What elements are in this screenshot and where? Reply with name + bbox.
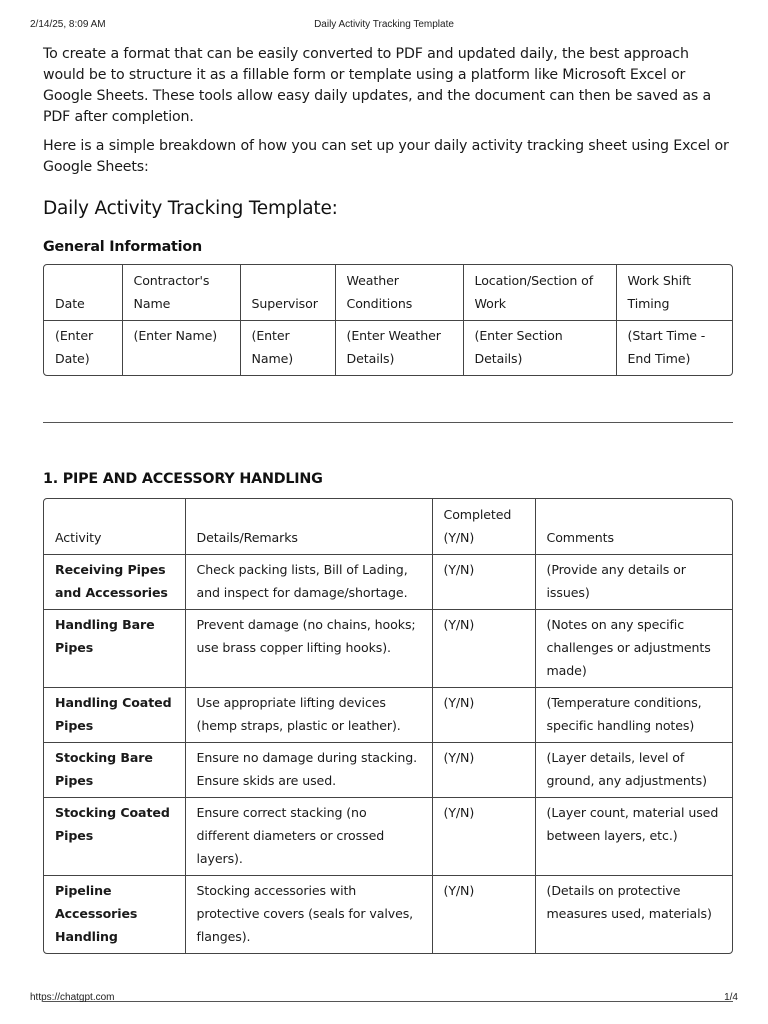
details-cell: Ensure correct stacking (no different diameters or crossed layers).: [185, 797, 432, 875]
print-timestamp: 2/14/25, 8:09 AM: [30, 19, 106, 30]
completed-cell: (Y/N): [432, 554, 535, 609]
table-cell: (Enter Name): [122, 320, 240, 375]
table-cell: (Enter Date): [44, 320, 122, 375]
comments-cell: (Notes on any specific challenges or adjustments made): [535, 609, 733, 687]
table-header-cell: Completed (Y/N): [432, 499, 535, 554]
print-title: Daily Activity Tracking Template: [314, 19, 454, 30]
comments-cell: (Details on protective measures used, materials): [546, 882, 712, 921]
table-row: [44, 609, 733, 687]
comments-cell: (Layer details, level of ground, any adjustments): [535, 742, 733, 797]
comments-cell: (Layer count, material used between layers, etc.): [535, 797, 733, 875]
general-info-table: [43, 264, 733, 376]
table-cell: (Enter Name): [240, 320, 335, 375]
print-footer: [30, 992, 738, 1006]
completed-cell: (Y/N): [432, 875, 535, 953]
document-title: Daily Activity Tracking Template:: [43, 198, 338, 219]
page-number: 1/4: [724, 992, 738, 1003]
details-cell: Stocking accessories with protective covers (seals for valves, flanges).: [185, 875, 432, 953]
intro-paragraph: To create a format that can be easily converted to PDF and updated daily, the best approach would be to structure it as a fillable form or template using a platform like Microsoft Excel or Google Sheets. These tools allow easy daily updates, and the document can then be saved as a PDF after completion.: [43, 46, 712, 125]
activity-cell: Handling Bare Pipes: [44, 609, 185, 687]
activity-cell: Stocking Coated Pipes: [44, 797, 185, 875]
section-heading: 1. PIPE AND ACCESSORY HANDLING: [43, 471, 323, 487]
table-header-cell: Work Shift Timing: [616, 265, 733, 320]
activity-cell: Stocking Bare Pipes: [44, 742, 185, 797]
comments-cell: (Provide any details or issues): [535, 554, 733, 609]
details-cell: Prevent damage (no chains, hooks; use brass copper lifting hooks).: [185, 609, 432, 687]
details-cell: Ensure no damage during stacking. Ensure skids are used.: [185, 742, 432, 797]
activity-cell: Receiving Pipes and Accessories: [44, 554, 185, 609]
table-row: [44, 554, 733, 609]
completed-cell: (Y/N): [432, 609, 535, 687]
table-cell: (Enter Weather Details): [335, 320, 463, 375]
print-header: [30, 19, 738, 33]
table-row: [44, 687, 733, 742]
table-header-cell: Activity: [44, 499, 185, 554]
table-row: [44, 797, 733, 875]
table-header-cell: Comments: [535, 499, 733, 554]
general-info-heading: General Information: [43, 239, 202, 255]
intro-paragraph: Here is a simple breakdown of how you can set up your daily activity tracking sheet using Excel or Google Sheets:: [43, 138, 729, 175]
table-row: [44, 875, 733, 953]
activity-cell: Handling Coated Pipes: [44, 687, 185, 742]
table-cell: (Start Time - End Time): [627, 327, 706, 366]
table-cell: (Enter Section Details): [463, 320, 616, 375]
table-header-cell: Date: [44, 265, 122, 320]
table-header-cell: Details/Remarks: [185, 499, 432, 554]
details-cell: Use appropriate lifting devices (hemp straps, plastic or leather).: [185, 687, 432, 742]
details-cell: Check packing lists, Bill of Lading, and inspect for damage/shortage.: [185, 554, 432, 609]
document-content: [43, 44, 733, 1002]
completed-cell: (Y/N): [432, 797, 535, 875]
table-row: [44, 320, 733, 375]
completed-cell: (Y/N): [432, 742, 535, 797]
completed-cell: (Y/N): [432, 687, 535, 742]
pipe-handling-table: [43, 498, 733, 954]
table-header-cell: Contractor's Name: [122, 265, 240, 320]
table-header-cell: Weather Conditions: [335, 265, 463, 320]
table-header-cell: Location/Section of Work: [463, 265, 616, 320]
table-header-cell: Supervisor: [240, 265, 335, 320]
horizontal-divider: [43, 422, 733, 423]
comments-cell: (Temperature conditions, specific handling notes): [535, 687, 733, 742]
print-url: https://chatgpt.com: [30, 992, 115, 1003]
table-row: [44, 742, 733, 797]
activity-cell: Pipeline Accessories Handling: [44, 875, 185, 953]
